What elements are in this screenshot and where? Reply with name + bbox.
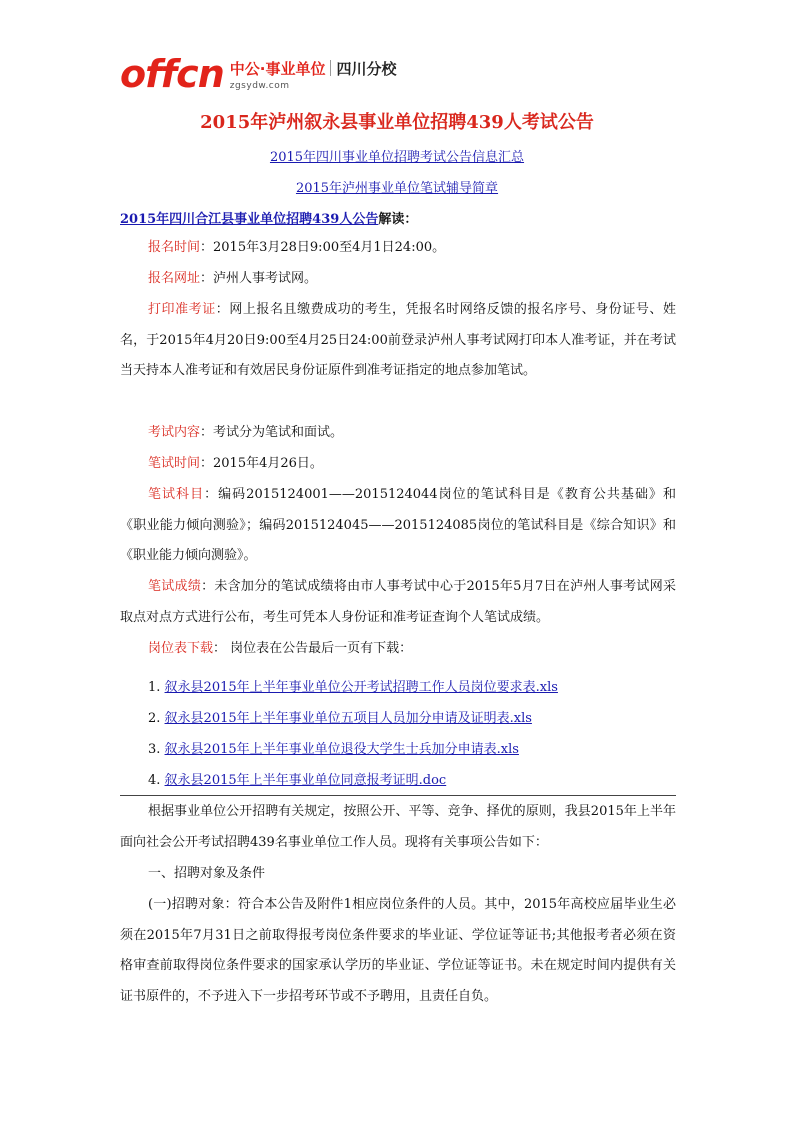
item-signup-site: 报名网址：泸州人事考试网。 — [148, 271, 318, 286]
download-item: 4. 叙永县2015年上半年事业单位同意报考证明.doc — [148, 773, 447, 788]
download-link-3[interactable]: 叙永县2015年上半年事业单位退役大学生士兵加分申请表.xls — [164, 742, 519, 757]
divider — [120, 795, 676, 796]
item-job-download: 岗位表下载： 岗位表在公告最后一页有下载： — [148, 641, 413, 656]
site-logo — [120, 52, 396, 96]
link-sichuan-summary[interactable]: 2015年四川事业单位招聘考试公告信息汇总 — [269, 150, 525, 165]
item-signup-time: 报名时间：2015年3月28日9:00至4月1日24:00。 — [148, 240, 446, 255]
page-title: 2015年泸州叙永县事业单位招聘439人考试公告 — [200, 112, 594, 133]
item-print-admission: 打印准考证：网上报名且缴费成功的考生，凭报名时网络反馈的报名序号、身份证号、姓名，于2015年4月20日9:00至4月25日24:00前登录泸州人事考试网打印本人准考证，并在考试当天持本人准考证和有效居民身份证原件到准考证指定的地点参加笔试。 — [120, 302, 676, 378]
section-paragraph: (一)招聘对象：符合本公告及附件1相应岗位条件的人员。其中，2015年高校应届毕业生必须在2015年7月31日之前取得报考岗位条件要求的毕业证、学位证等证书;其他报考者必须在资格审查前取得岗位条件要求的国家承认学历的毕业证、学位证等证书。未在规定时间内提供有关证书原件的，不予进入下一步招考环节或不予聘用，且责任自负。 — [120, 897, 676, 1004]
download-item: 3. 叙永县2015年上半年事业单位退役大学生士兵加分申请表.xls — [148, 742, 519, 757]
item-exam-subjects: 笔试科目：编码2015124001——2015124044岗位的笔试科目是《教育公共基础》和《职业能力倾向测验》；编码2015124045——2015124085岗位的笔试科目是《综合知识》和《职业能力倾向测验》。 — [120, 487, 676, 563]
logo-divider — [330, 60, 331, 76]
item-exam-score: 笔试成绩：未含加分的笔试成绩将由市人事考试中心于2015年5月7日在泸州人事考试网采取点对点方式进行公布，考生可凭本人身份证和准考证查询个人笔试成绩。 — [120, 579, 676, 625]
body-intro: 根据事业单位公开招聘有关规定，按照公开、平等、竞争、择优的原则，我县2015年上半年面向社会公开考试招聘439名事业单位工作人员。现将有关事项公告如下： — [120, 804, 676, 850]
download-link-2[interactable]: 叙永县2015年上半年事业单位五项目人员加分申请及证明表.xls — [164, 711, 532, 726]
logo-branch: 四川分校 — [336, 59, 397, 78]
interpretation-heading — [120, 208, 417, 227]
interpretation-link[interactable]: 2015年四川合江县事业单位招聘439人公告 — [120, 212, 379, 227]
download-item: 2. 叙永县2015年上半年事业单位五项目人员加分申请及证明表.xls — [148, 711, 532, 726]
logo-brand: offcn — [120, 52, 224, 96]
logo-url: zgsydw.com — [229, 80, 290, 91]
download-link-1[interactable]: 叙永县2015年上半年事业单位公开考试招聘工作人员岗位要求表.xls — [164, 680, 558, 695]
download-item: 1. 叙永县2015年上半年事业单位公开考试招聘工作人员岗位要求表.xls — [148, 680, 558, 695]
item-exam-time: 笔试时间：2015年4月26日。 — [148, 456, 323, 471]
download-link-4[interactable]: 叙永县2015年上半年事业单位同意报考证明.doc — [164, 773, 447, 788]
logo-org: 中公·事业单位 — [229, 59, 326, 78]
link-luzhou-guide[interactable]: 2015年泸州事业单位笔试辅导简章 — [295, 181, 499, 196]
interpretation-suffix: 解读： — [378, 212, 418, 227]
section-heading: 一、招聘对象及条件 — [148, 866, 266, 881]
item-exam-content: 考试内容：考试分为笔试和面试。 — [148, 425, 344, 440]
